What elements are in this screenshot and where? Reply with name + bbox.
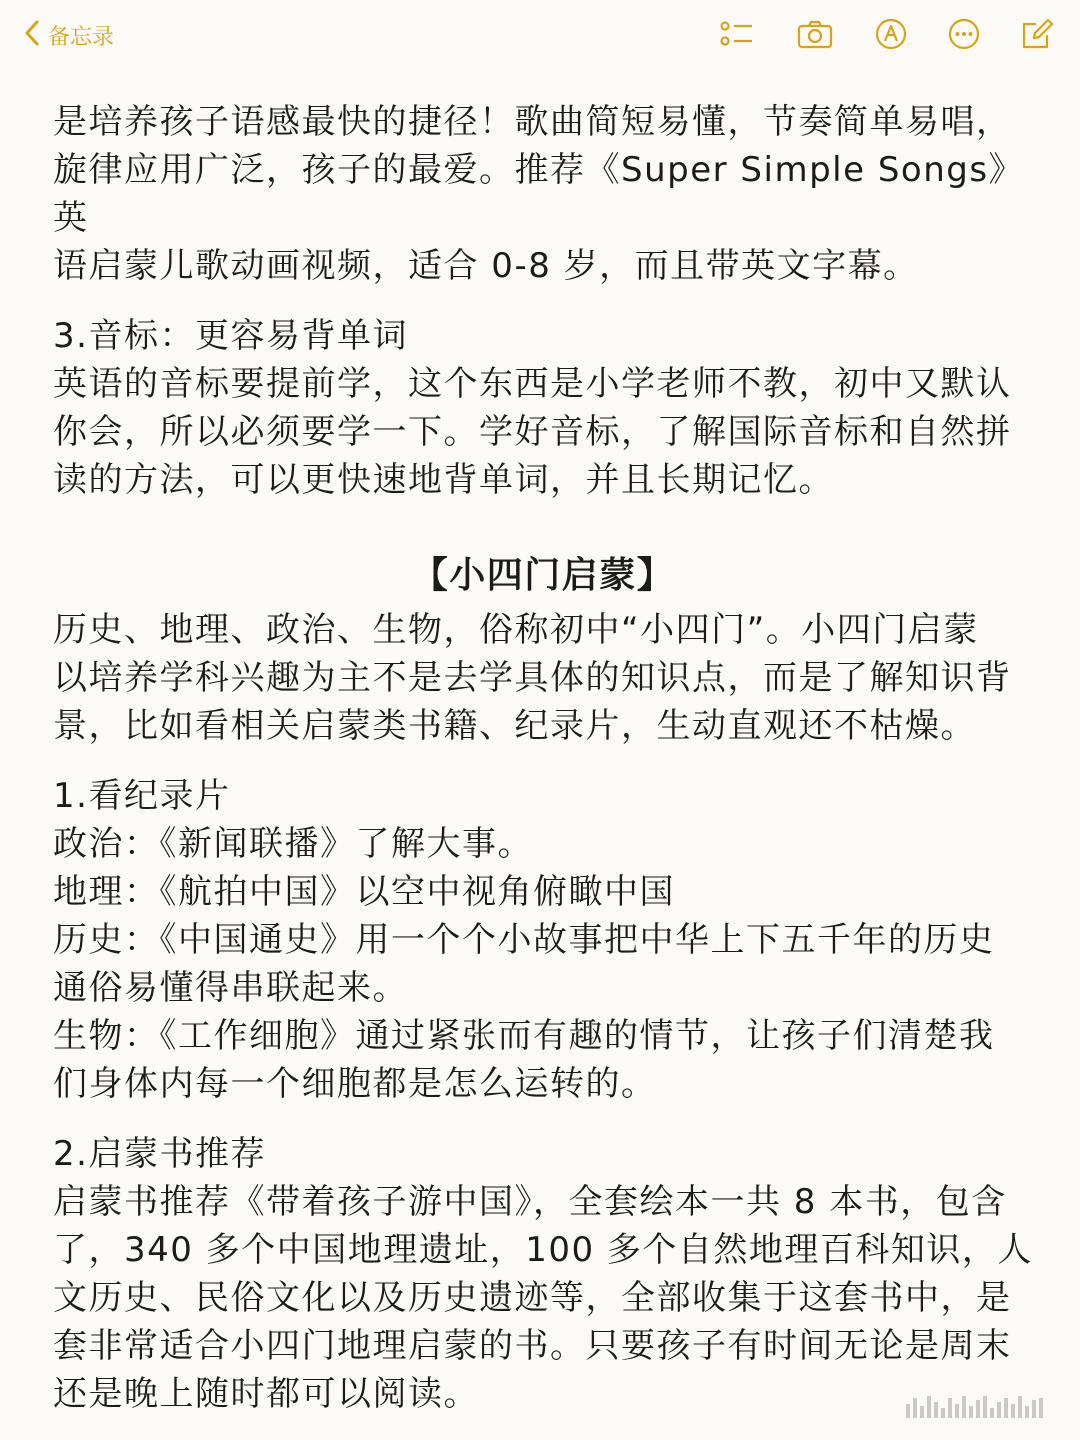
back-label: 备忘录 <box>48 24 115 50</box>
section-intro-line: 以培养学科兴趣为主不是去学具体的知识点，而是了解知识背 <box>53 658 1012 698</box>
documentary-item: 历史：《中国通史》用一个个小故事把中华上下五千年的历史 <box>53 920 995 960</box>
checklist-icon[interactable] <box>717 14 757 54</box>
books-line: 还是晚上随时都可以阅读。 <box>53 1374 479 1414</box>
camera-icon[interactable] <box>795 14 835 54</box>
documentary-item: 们身体内每一个细胞都是怎么运转的。 <box>53 1064 657 1104</box>
phonetics-heading: 3.音标：更容易背单词 <box>53 316 408 356</box>
navigation-bar <box>0 0 1080 70</box>
books-line: 文历史、民俗文化以及历史遗迹等，全部收集于这套书中，是 <box>53 1278 1012 1318</box>
documentary-item: 政治：《新闻联播》了解大事。 <box>53 824 533 864</box>
documentary-item: 通俗易懂得串联起来。 <box>53 968 408 1008</box>
note-body[interactable] <box>53 98 1033 1418</box>
section-intro-line: 景，比如看相关启蒙类书籍、纪录片，生动直观还不枯燥。 <box>53 706 976 746</box>
phonetics-line: 读的方法，可以更快速地背单词，并且长期记忆。 <box>53 460 834 500</box>
section-title: 【小四门启蒙】 <box>411 555 675 596</box>
intro-line: 旋律应用广泛，孩子的最爱。推荐《Super Simple Songs》英 <box>53 150 1025 238</box>
books-line: 启蒙书推荐《带着孩子游中国》，全套绘本一共 8 本书，包含 <box>53 1182 1007 1222</box>
markup-icon[interactable] <box>871 14 911 54</box>
compose-icon[interactable] <box>1017 14 1057 54</box>
documentary-item: 地理：《航拍中国》以空中视角俯瞰中国 <box>53 872 675 912</box>
chevron-left-icon <box>24 20 40 50</box>
back-button[interactable] <box>24 18 114 52</box>
phonetics-line: 英语的音标要提前学，这个东西是小学老师不教，初中又默认 <box>53 364 1012 404</box>
books-heading: 2.启蒙书推荐 <box>53 1134 266 1174</box>
more-icon[interactable] <box>944 14 984 54</box>
watermark-graphic <box>906 1394 1056 1418</box>
documentary-item: 生物：《工作细胞》通过紧张而有趣的情节，让孩子们清楚我 <box>53 1016 995 1056</box>
phonetics-line: 你会，所以必须要学一下。学好音标，了解国际音标和自然拼 <box>53 412 1012 452</box>
books-line: 套非常适合小四门地理启蒙的书。只要孩子有时间无论是周末 <box>53 1326 1012 1366</box>
documentaries-heading: 1.看纪录片 <box>53 776 231 816</box>
intro-line: 是培养孩子语感最快的捷径！歌曲简短易懂，节奏简单易唱， <box>53 102 1012 142</box>
intro-line: 语启蒙儿歌动画视频，适合 0-8 岁，而且带英文字幕。 <box>53 246 919 286</box>
books-line: 了，340 多个中国地理遗址，100 多个自然地理百科知识，人 <box>53 1230 1033 1270</box>
section-intro-line: 历史、地理、政治、生物，俗称初中“小四门”。小四门启蒙 <box>53 610 979 650</box>
